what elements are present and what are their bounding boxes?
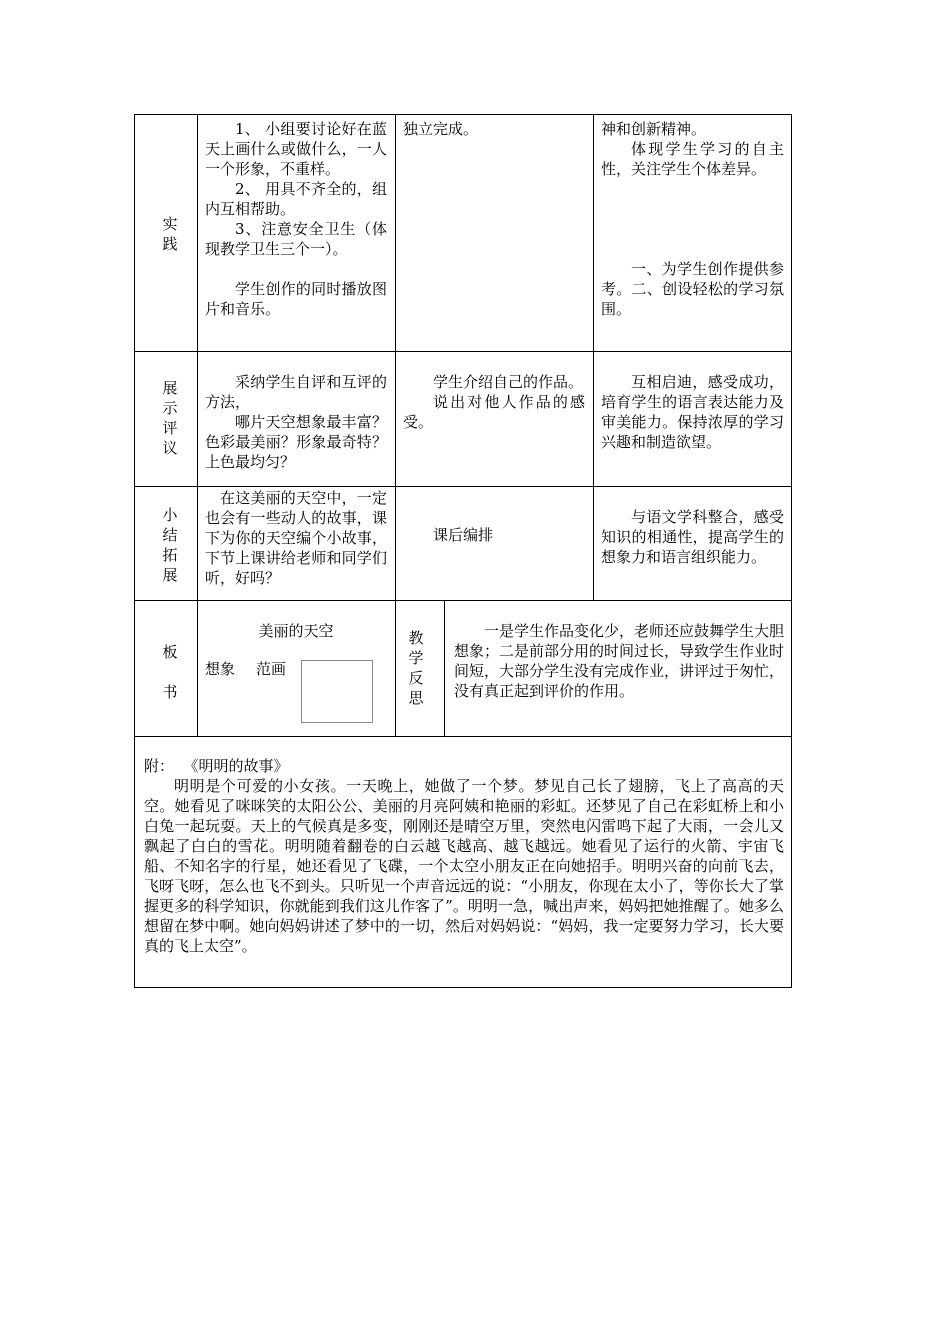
label-char: 践 [162,235,178,253]
paragraph: 在这美丽的天空中，一定也会有一些动人的故事，课下为你的天空编个小故事，下节上课讲给老师和同学们听，好吗？ [205,489,387,587]
label-char: 教 [408,629,424,647]
reflection-text [454,621,784,701]
label-char: 展 [162,566,178,584]
row-divider [134,600,792,601]
row-divider [134,351,792,352]
label-char: 拓 [162,546,178,564]
col-divider [444,600,445,737]
border-right [791,114,792,988]
label-char: 反 [408,669,424,687]
paragraph: 3、注意安全卫生（体现教学卫生三个一）。 [205,220,387,258]
row-label-summary [158,505,182,585]
design-intent-summary [601,507,784,567]
label-char: 结 [162,526,178,544]
design-intent-display [601,372,784,452]
label-char: 展 [162,379,178,397]
paragraph: 采纳学生自评和互评的方法， [205,373,387,411]
paragraph: 课后编排 [433,526,494,544]
board-title: 美丽的天空 [258,622,334,640]
label-char: 书 [162,683,178,701]
teacher-activity-display [205,372,387,472]
row-label-reflection [404,628,428,708]
design-intent-practice [601,119,784,319]
label-char: 实 [162,215,178,233]
board-item-sample: 范画 [256,660,287,678]
student-activity-display [403,372,585,432]
teacher-activity-summary [205,488,387,588]
label-char: 思 [408,689,424,707]
paragraph: 一是学生作品变化少，老师还应鼓舞学生大胆想象；二是前部分用的时间过长，导致学生作业时间短，大部分学生没有完成作业，讲评过于匆忙，没有真正起到评价的作用。 [454,622,785,700]
teacher-activity-practice [205,119,387,319]
label-char: 示 [162,399,178,417]
paragraph: 2、 用具不齐全的，组内互相帮助。 [205,180,387,218]
student-activity-practice [403,119,585,139]
board-sample-frame [301,660,373,723]
col-divider [197,114,198,737]
board-item-imagination: 想象 [205,660,236,678]
paragraph: 哪片天空想象最丰富？色彩最美丽？形象最奇特？上色最均匀？ [205,413,387,471]
appendix [144,756,784,956]
paragraph: 说出对他人作品的感受。 [403,393,585,431]
row-divider [134,736,792,737]
appendix-heading: 附： 《明明的故事》 [144,757,289,775]
border-bottom [134,987,792,988]
row-label-board [158,642,182,702]
paragraph: 一、为学生创作提供参考。二、创设轻松的学习氛围。 [601,260,784,318]
label-char: 学 [408,649,424,667]
col-divider [395,114,396,737]
paragraph: 与语文学科整合，感受知识的相通性，提高学生的想象力和语言组织能力。 [601,508,784,566]
row-label-display [158,378,182,458]
paragraph: 神和创新精神。 [601,120,707,138]
paragraph: 体现学生学习的自主性，关注学生个体差异。 [601,140,784,178]
label-char: 评 [162,419,178,437]
paragraph: 1、 小组要讨论好在蓝天上画什么或做什么，一人一个形象，不重样。 [205,120,387,178]
paragraph: 学生创作的同时播放图片和音乐。 [205,280,387,318]
border-left [134,114,135,988]
paragraph: 互相启迪，感受成功，培育学生的语言表达能力及审美能力。保持浓厚的学习兴趣和制造欲望。 [601,373,784,451]
col-divider [593,114,594,601]
paragraph: 独立完成。 [403,120,479,138]
story-text: 明明是个可爱的小女孩。一天晚上，她做了一个梦。梦见自己长了翅膀，飞上了高高的天空。她看见了咪咪笑的太阳公公、美丽的月亮阿姨和艳丽的彩虹。还梦见了自己在彩虹桥上和小白兔一起玩耍。天上的气候真是多变，刚刚还是晴空万里，突然电闪雷鸣下起了大雨，一会儿又飘起了白白的雪花。明明随着翻卷的白云越飞越高、越飞越远。她看见了运行的火箭、宇宙飞船、不知名字的行星，她还看见了飞碟，一个太空小朋友正在向她招手。明明兴奋的向前飞去，飞呀飞呀，怎么也飞不到头。只听见一个声音远远的说：“小朋友，你现在太小了，等你长大了掌握更多的科学知识，你就能到我们这儿作客了”。明明一急，喊出声来，妈妈把她推醒了。她多么想留在梦中啊。她向妈妈讲述了梦中的一切，然后对妈妈说：“妈妈，我一定要努力学习，长大要真的飞上太空”。 [144,777,784,955]
student-activity-summary [403,525,585,545]
row-label-practice [158,214,182,254]
label-char: 板 [162,643,178,661]
border-top [134,114,792,115]
label-char: 小 [162,506,178,524]
paragraph: 学生介绍自己的作品。 [433,373,584,391]
row-divider [134,486,792,487]
label-char: 议 [162,439,178,457]
